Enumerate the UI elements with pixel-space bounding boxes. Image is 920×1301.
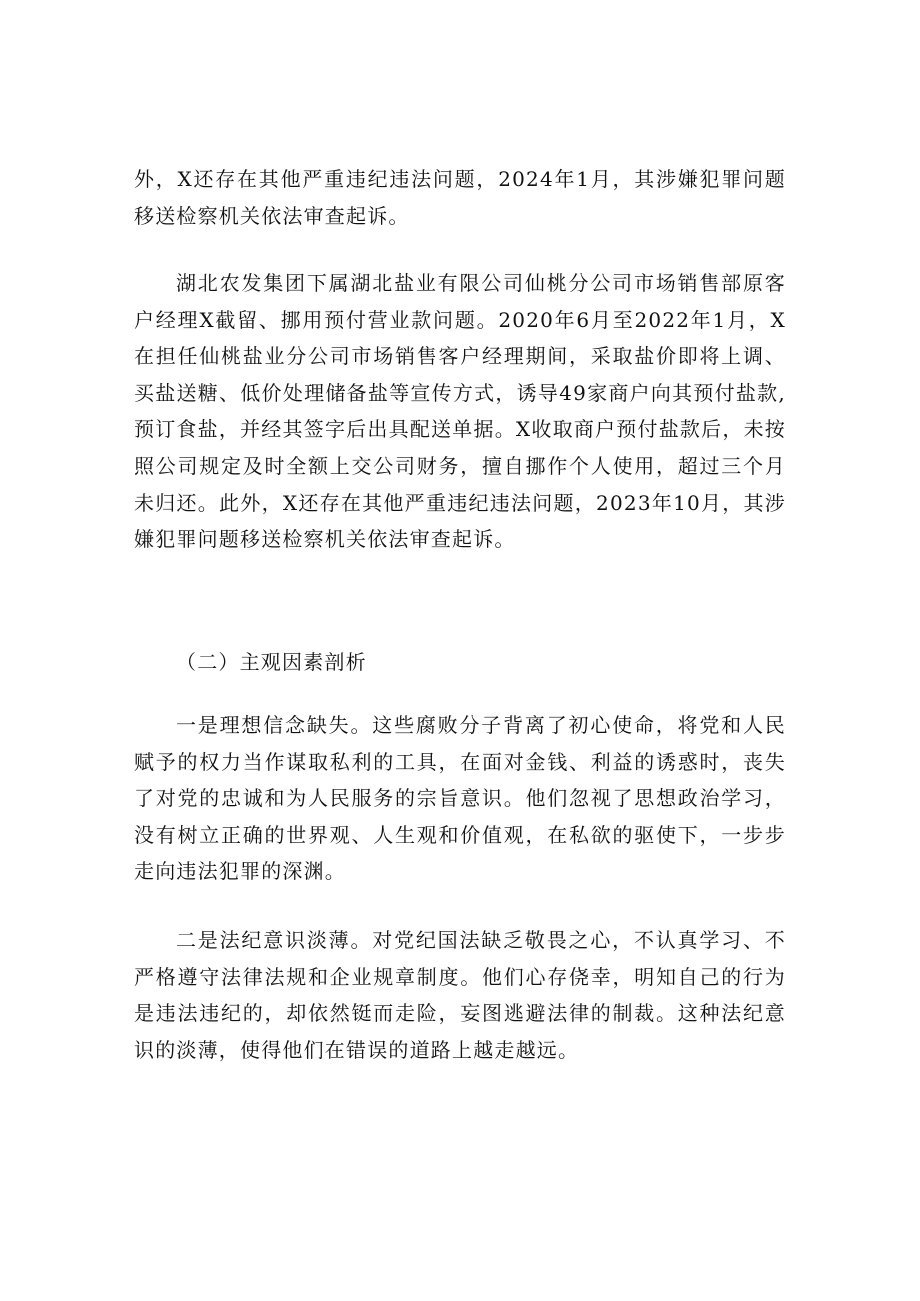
section-heading-subjective-factors: （二）主观因素剖析: [176, 650, 367, 674]
paragraph-ideals-lacking: 一是理想信念缺失。这些腐败分子背离了初心使命，将党和人民赋予的权力当作谋取私利的工具，在面对金钱、利益的诱惑时，丧失了对党的忠诚和为人民服务的宗旨意识。他们忽视了思想政治学习，没有树立正确的世界观、人生观和价值观，在私欲的驱使下，一步步走向违法犯罪的深渊。: [134, 713, 786, 884]
paragraph-case-xiantao: 湖北农发集团下属湖北盐业有限公司仙桃分公司市场销售部原客户经理X截留、挪用预付营业款问题。2020年6月至2022年1月，X在担任仙桃盐业分公司市场销售客户经理期间，采取盐价即将上调、买盐送糖、低价处理储备盐等宣传方式，诱导49家商户向其预付盐款,预订食盐，并经其签字后出具配送单据。X收取商户预付盐款后，未按照公司规定及时全额上交公司财务，擅自挪作个人使用，超过三个月未归还。此外，X还存在其他严重违纪违法问题，2023年10月，其涉嫌犯罪问题移送检察机关依法审查起诉。: [134, 271, 786, 552]
paragraph-continuation: 外，X还存在其他严重违纪违法问题，2024年1月，其涉嫌犯罪问题移送检察机关依法审查起诉。: [134, 167, 786, 228]
paragraph-law-awareness: 二是法纪意识淡薄。对党纪国法缺乏敬畏之心，不认真学习、不严格遵守法律法规和企业规章制度。他们心存侥幸，明知自己的行为是违法违纪的，却依然铤而走险，妄图逃避法律的制裁。这种法纪意识的淡薄，使得他们在错误的道路上越走越远。: [134, 928, 786, 1062]
